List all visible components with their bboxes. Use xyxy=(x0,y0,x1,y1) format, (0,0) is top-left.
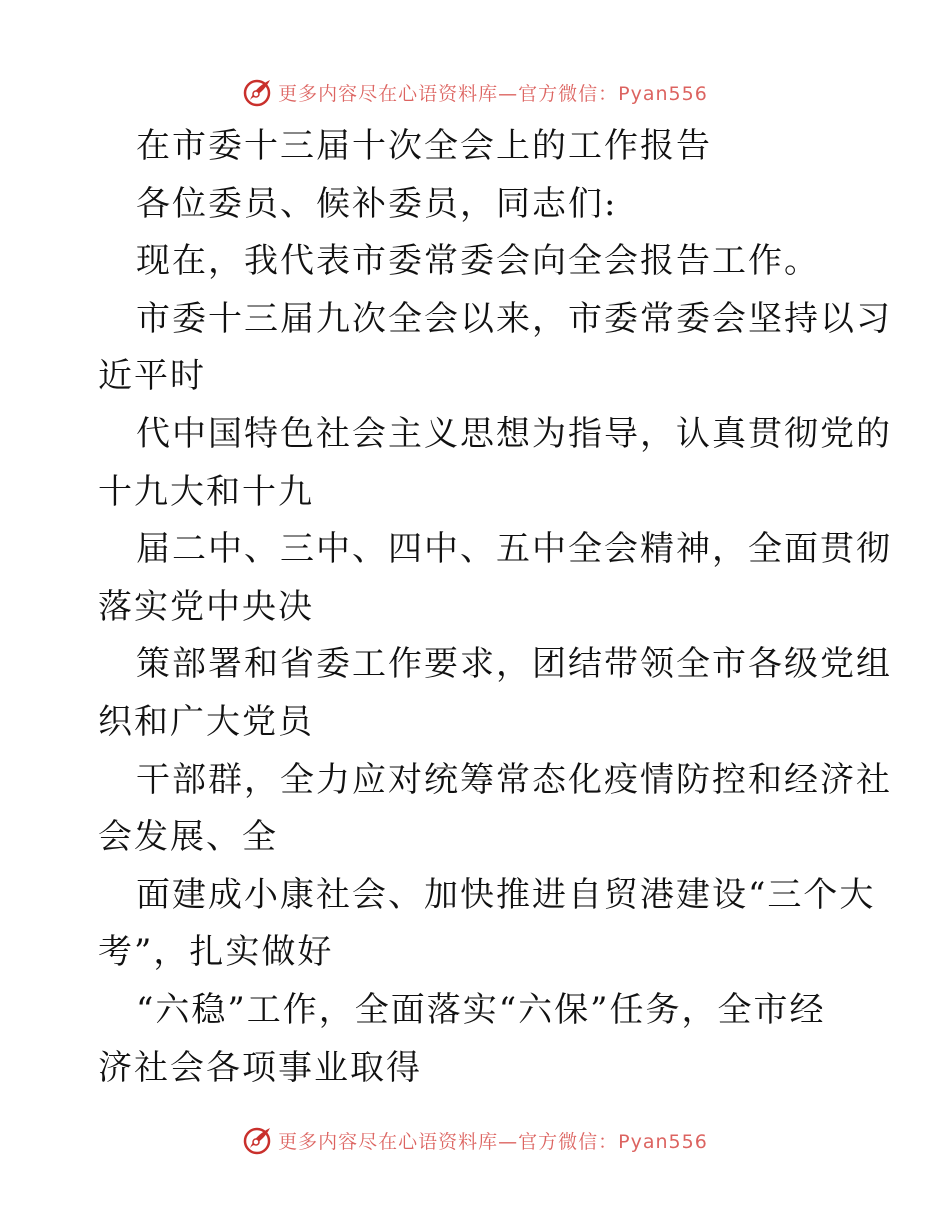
feather-logo-icon xyxy=(242,1124,274,1156)
salutation: 各位委员、候补委员，同志们: xyxy=(136,183,618,224)
paragraph-line: 近平时 xyxy=(98,356,206,397)
paragraph-line: 策部署和省委工作要求，团结带领全市各级党组 xyxy=(136,644,892,685)
paragraph-line: 市委十三届九次全会以来，市委常委会坚持以习 xyxy=(136,298,892,339)
document-body xyxy=(98,118,892,1097)
watermark-text: 更多内容尽在心语资料库—官方微信：Pyan556 xyxy=(278,1130,708,1153)
header-watermark-banner xyxy=(0,72,950,112)
paragraph-line: 届二中、三中、四中、五中全会精神，全面贯彻 xyxy=(136,529,892,570)
paragraph-line: 现在，我代表市委常委会向全会报告工作。 xyxy=(136,241,820,282)
paragraph-line: 会发展、全 xyxy=(98,817,278,858)
paragraph-line: 考”，扎实做好 xyxy=(98,932,334,973)
paragraph-line: 织和广大党员 xyxy=(98,701,314,742)
document-title: 在市委十三届十次全会上的工作报告 xyxy=(136,126,712,166)
feather-logo-icon xyxy=(242,76,274,108)
paragraph-line: 落实党中央决 xyxy=(98,586,314,627)
paragraph-line: 济社会各项事业取得 xyxy=(98,1047,422,1088)
paragraph-line: “六稳”工作，全面落实“六保”任务，全市经 xyxy=(136,989,826,1030)
watermark-text: 更多内容尽在心语资料库—官方微信：Pyan556 xyxy=(278,82,708,105)
footer-watermark-banner xyxy=(0,1120,950,1160)
paragraph-line: 干部群，全力应对统筹常态化疫情防控和经济社 xyxy=(136,759,892,800)
paragraph-line: 十九大和十九 xyxy=(98,471,314,512)
paragraph-line: 面建成小康社会、加快推进自贸港建设“三个大 xyxy=(136,874,876,915)
paragraph-line: 代中国特色社会主义思想为指导，认真贯彻党的 xyxy=(136,413,892,454)
